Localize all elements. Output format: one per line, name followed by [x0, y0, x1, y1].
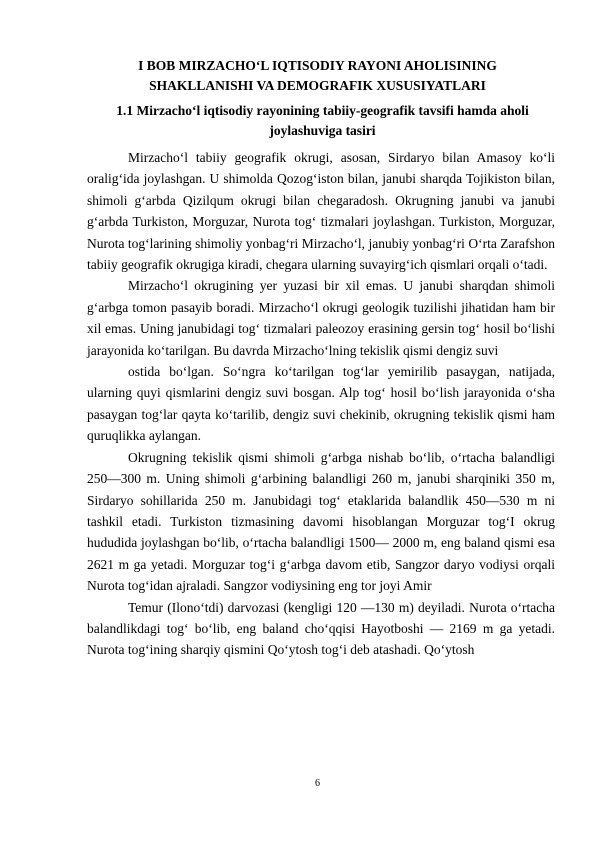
paragraph-2: Mirzacho‘l okrugining yer yuzasi bir xil emas. U janubi sharqdan shimoli g‘arbga tomon pasayib boradi. Mirzacho‘l okrugi geologik tuzilishi jihatidan ham bir xil emas. Uning janubidagi tog‘ tizmalari paleozoy erasining gersin tog‘ hosil bo‘lishi jarayonida ko‘tarilgan. Bu davrda Mirzacho‘lning tekislik qismi dengiz suvi	[87, 278, 555, 358]
paragraph-3: ostida bo‘lgan. So‘ngra ko‘tarilgan tog‘lar yemirilib pasaygan, natijada, ularning quyi qismlarini dengiz suvi bosgan. Alp tog‘ hosil bo‘lish jarayonida o‘sha pasaygan tog‘lar qayta ko‘tarilib, dengiz suvi chekinib, okrugning tekislik qismi ham quruqlikka aylangan.	[87, 364, 555, 444]
chapter-heading	[80, 56, 555, 96]
body-text	[87, 147, 555, 661]
paragraph-1: Mirzacho‘l tabiiy geografik okrugi, asosan, Sirdaryo bilan Amasoy ko‘li oralig‘ida joylashgan. U shimolda Qozog‘iston bilan, janubi sharqda Tojikiston bilan, shimoli g‘arbda Qizilqum okrugi bilan chegaradosh. Okrugning janubi va janubi g‘arbda Turkiston, Morguzar, Nurota tog‘ tizmalari joylashgan. Turkiston, Morguzar, Nurota tog‘larining shimoliy yonbag‘ri Mirzacho‘l, janubiy yonbag‘ri O‘rta Zarafshon tabiiy geografik okrugiga kiradi, chegara ularning suvayirg‘ich qismlari orqali o‘tadi.	[87, 150, 555, 273]
section-heading	[90, 101, 555, 141]
chapter-title-line-1: I BOB MIRZACHO‘L IQTISODIY RAYONI AHOLISINING	[138, 58, 497, 73]
page-number: 6	[315, 778, 320, 789]
section-title-line-1: 1.1 Mirzacho‘l iqtisodiy rayonining tabiiy-geografik tavsifi hamda aholi	[116, 103, 529, 118]
paragraph-5: Temur (Ilono‘tdi) darvozasi (kengligi 120 —130 m) deyiladi. Nurota o‘rtacha balandlikdagi tog‘ bo‘lib, eng baland cho‘qqisi Hayotboshi — 2169 m ga yetadi. Nurota tog‘ining sharqiy qismini Qo‘ytosh tog‘i deb atashadi. Qo‘ytosh	[87, 599, 555, 658]
chapter-title-line-2: SHAKLLANISHI VA DEMOGRAFIK XUSUSIYATLARI	[149, 78, 486, 93]
paragraph-4: Okrugning tekislik qismi shimoli g‘arbga nishab bo‘lib, o‘rtacha balandligi 250—300 m. Uning shimoli g‘arbining balandligi 260 m, janubi sharqiniki 350 m, Sirdaryo sohillarida 250 m. Janubidagi tog‘ etaklarida balandlik 450—530 m ni tashkil etadi. Turkiston tizmasining davomi hisoblangan Morguzar tog‘I okrug hududida joylashgan bo‘lib, o‘rtacha balandligi 1500— 2000 m, eng baland qismi esa 2621 m ga yetadi. Morguzar tog‘i g‘arbga davom etib, Sangzor daryo vodiysi orqali Nurota tog‘idan ajraladi. Sangzor vodiysining eng tor joyi Amir	[87, 449, 555, 594]
section-title-line-2: joylashuviga tasiri	[269, 123, 376, 138]
